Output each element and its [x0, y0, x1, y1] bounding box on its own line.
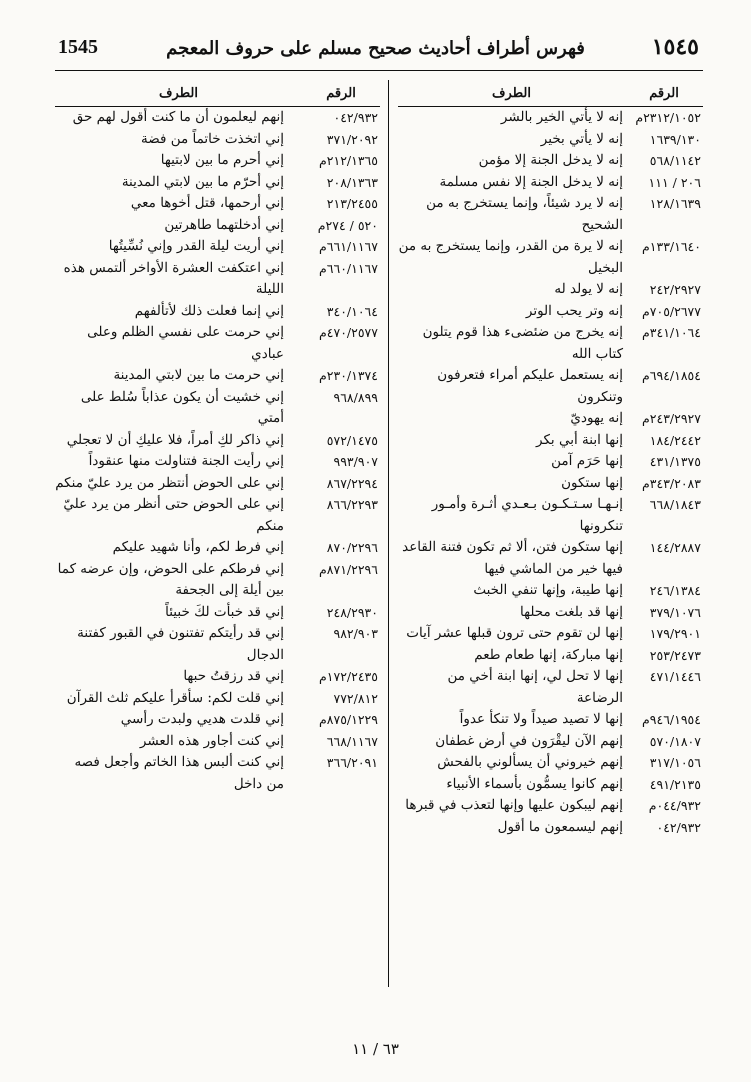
page-number-latin: 1545 — [58, 36, 98, 58]
entry-number: ٢٣٠/١٣٧٤م — [319, 368, 378, 383]
entry-text: إنه يهوديّ — [570, 410, 623, 426]
entry-number: ٠٤٤/٩٣٢م — [648, 798, 701, 813]
entry-number: ١٧٢/٢٤٣٥م — [319, 669, 378, 684]
entry-text: إني إنما فعلت ذلك لأتألفهم — [134, 302, 284, 319]
entry-number: ٤٣١/١٣٧٥ — [649, 454, 701, 469]
column-divider — [388, 80, 389, 987]
index-entry — [55, 387, 380, 430]
index-entry — [55, 193, 380, 215]
page-header — [0, 30, 751, 70]
index-entry — [55, 451, 380, 473]
entry-number: ٤٩١/٢١٣٥ — [649, 776, 701, 792]
entry-text: إني أريت ليلة القدر وإني نُسِّيتُها — [108, 238, 284, 254]
entry-number: ٥٧٢/١٤٧٥ — [326, 432, 378, 448]
entry-number: ٦٦٨/١١٦٧ — [326, 733, 378, 749]
column-header — [398, 80, 703, 107]
page-number-arabic: ١٥٤٥ — [651, 34, 699, 60]
index-entry — [55, 709, 380, 731]
entry-number: ٨٧٥/١٢٢٩م — [319, 712, 378, 727]
index-entry — [55, 301, 380, 323]
entry-number: ٨٦٦/٢٢٩٣ — [326, 497, 378, 512]
entry-text: إنهم ليبكون عليها وإنها لتعذب في قبرها — [405, 797, 623, 813]
index-entry — [398, 129, 703, 151]
entry-number: ٨٦٧/٢٢٩٤ — [326, 475, 378, 491]
entry-number: ٦٦٠/١١٦٧م — [319, 260, 378, 276]
entry-number: ٥٧٠/١٨٠٧ — [649, 733, 701, 749]
entry-text: إنها لا تصيد صيداً ولا تنكأ عدواً — [459, 711, 623, 727]
entry-text: إني رأيت الجنة فتناولت منها عنقوداً — [88, 453, 284, 469]
entry-number: ٢٤٦/١٣٨٤ — [649, 583, 701, 598]
left-column — [55, 80, 380, 795]
entry-text: إني أدخلتهما طاهرتين — [164, 216, 284, 233]
entry-text: إنـهـا سـتـكـون بـعـدي أثـرة وأمـور تنكرونها — [431, 496, 623, 534]
entry-number: ٢١٣/٢٤٥٥ — [326, 196, 378, 211]
entry-number: ٤٧١/١٤٤٦ — [649, 669, 701, 684]
index-entry — [55, 236, 380, 258]
index-entry — [398, 107, 703, 129]
index-entry — [398, 494, 703, 537]
entry-number: ١٣٣/١٦٤٠م — [642, 239, 701, 254]
index-entry — [55, 537, 380, 559]
num-header: الرقم — [649, 85, 679, 101]
index-entry — [398, 473, 703, 495]
entry-number: ٧٠٥/٢٦٧٧م — [642, 303, 701, 319]
entry-number: ٢٣١٢/١٠٥٢م — [635, 110, 701, 125]
entry-text: إني قد خبأت لكَ خبيئاً — [165, 603, 284, 620]
entry-number: ٣٦٦/٢٠٩١ — [326, 755, 378, 770]
index-entry — [398, 709, 703, 731]
entry-text: إنه لا يولد له — [554, 281, 623, 297]
entry-text: إني قد رزقتُ حبها — [183, 668, 284, 684]
index-entry — [55, 731, 380, 753]
entry-text: إنه وتر يحب الوتر — [525, 302, 623, 319]
entry-text: إنه لا يأتي الخير بالشر — [500, 109, 623, 125]
index-entry — [55, 322, 380, 365]
entry-text: إنها لن تقوم حتى ترون قبلها عشر آيات — [406, 625, 623, 641]
index-entry — [398, 150, 703, 172]
entry-number: ٠٤٢/٩٣٢ — [333, 110, 378, 125]
index-entry — [398, 451, 703, 473]
entry-text: إنها ستكون فتن، ألا ثم تكون فتنة القاعد فيها خير من الماشي فيها — [402, 539, 623, 577]
entry-number: ١٤٤/٢٨٨٧ — [649, 540, 701, 555]
entry-text: إني قلدت هديي ولبدت رأسي — [120, 711, 284, 727]
entry-number: ٩٦٨/٨٩٩ — [333, 389, 378, 405]
entry-text: إني فرط لكم، وأنا شهيد عليكم — [112, 539, 284, 555]
entry-text: إني قلت لكم: سأقرأ عليكم ثلث القرآن — [66, 689, 284, 706]
entry-text: إني حرمت ما بين لابتي المدينة — [113, 367, 284, 383]
entry-text: إنهم ليعلمون أن ما كنت أقول لهم حق — [72, 109, 284, 125]
index-entry — [398, 580, 703, 602]
left-entry-list — [55, 107, 380, 795]
entry-number: ١٢٨/١٦٣٩ — [649, 196, 701, 211]
entry-number: ٢٤٣/٢٩٢٧م — [642, 411, 701, 426]
entry-text: إني على الحوض أنتظر من يرد عليّ منكم — [55, 474, 284, 491]
entry-text: إني اعتكفت العشرة الأواخر ألتمس هذه الليلة — [63, 259, 284, 297]
index-entry — [398, 774, 703, 796]
entry-text: إنه لا يدخل الجنة إلا نفس مسلمة — [439, 173, 623, 190]
index-entry — [398, 301, 703, 323]
header-rule — [55, 70, 703, 71]
entry-number: ٣٤٠/١٠٦٤ — [326, 303, 378, 319]
entry-number: ٢٠٦ / ١١١ — [648, 174, 701, 190]
entry-number: ٣٧٩/١٠٧٦ — [649, 604, 701, 620]
entry-number: ٠٤٢/٩٣٢ — [656, 819, 701, 835]
index-entry — [55, 602, 380, 624]
entry-number: ٩٤٦/١٩٥٤م — [642, 712, 701, 727]
entry-text: إني اتخذت خاتماً من فضة — [141, 130, 284, 147]
entry-text: إني ذاكر لكِ أمراً، فلا عليكِ أن لا تعجلي — [66, 431, 284, 448]
entry-text: إني كنت أجاور هذه العشر — [139, 732, 284, 749]
entry-text: إني على الحوض حتى أنظر من يرد عليّ منكم — [63, 496, 284, 534]
entry-text: إنه لا يدخل الجنة إلا مؤمن — [478, 152, 623, 168]
entry-text: إني قد رأيتكم تفتنون في القبور كفتنة الدجال — [77, 625, 284, 663]
entry-text: إنهم خيروني أن يسألوني بالفحش — [437, 754, 623, 770]
entry-number: ٧٧٢/٨١٢ — [333, 690, 378, 706]
index-entry — [398, 645, 703, 667]
entry-text: إنها ابنة أبي بكر — [536, 431, 623, 448]
entry-text: إنهم ليسمعون ما أقول — [497, 818, 623, 835]
entry-text: إني أحرم ما بين لابتيها — [160, 152, 284, 168]
entry-number: ٢١٢/١٣٦٥م — [319, 153, 378, 168]
index-entry — [55, 150, 380, 172]
index-entry — [398, 236, 703, 279]
entry-number: ٦٩٤/١٨٥٤م — [642, 368, 701, 383]
right-entry-list — [398, 107, 703, 838]
index-entry — [398, 537, 703, 580]
entry-text: إنه لا يرد شيئاً، وإنما يستخرج به من الشحيح — [426, 195, 623, 233]
index-entry — [55, 752, 380, 795]
entry-text: إنهم الآن ليقْرَون في أرض غطفان — [435, 732, 623, 749]
entry-number: ١٨٤/٢٤٤٢ — [649, 432, 701, 448]
index-entry — [398, 322, 703, 365]
index-entry — [398, 623, 703, 645]
entry-number: ٩٩٣/٩٠٧ — [333, 454, 378, 469]
page-signature: ٦٣ / ١١ — [352, 1040, 399, 1058]
entry-text: إني حرمت على نفسي الظلم وعلى عبادي — [87, 324, 284, 362]
index-entry — [398, 430, 703, 452]
entry-text: إني فرطكم على الحوض، وإن عرضه كما بين أيلة إلى الجحفة — [57, 560, 284, 598]
entry-number: ٥٢٠ / ٢٧٤م — [317, 217, 378, 233]
entry-number: ٦٦٨/١٨٤٣ — [649, 497, 701, 512]
entry-text: إنه لا يرة من القدر، وإنما يستخرج به من البخيل — [398, 238, 623, 276]
index-entry — [55, 430, 380, 452]
text-header: الطرف — [492, 85, 531, 101]
entry-number: ٢٠٨/١٣٦٣ — [326, 174, 378, 190]
entry-text: إنها مباركة، إنها طعام طعم — [474, 646, 623, 663]
right-column — [398, 80, 703, 838]
entry-text: إني أرحمها، قتل أخوها معي — [130, 195, 284, 211]
entry-number: ١٧٩/٢٩٠١ — [649, 626, 701, 641]
page-title: فهرس أطراف أحاديث صحيح مسلم على حروف المعجم — [166, 38, 585, 59]
entry-text: إنها قد بلغت محلها — [519, 603, 623, 620]
entry-text: إنها ستكون — [561, 474, 623, 491]
entry-number: ٣١٧/١٠٥٦ — [649, 755, 701, 770]
entry-number: ٥٦٨/١١٤٢ — [649, 153, 701, 168]
index-entry — [55, 172, 380, 194]
text-header: الطرف — [159, 85, 198, 101]
index-entry — [55, 107, 380, 129]
entry-text: إنها طيبة، وإنها تنفي الخبث — [473, 582, 623, 598]
index-entry — [55, 623, 380, 666]
entry-number: ٨٧١/٢٢٩٦م — [319, 561, 378, 577]
entry-number: ٤٧٠/٢٥٧٧م — [319, 325, 378, 340]
index-entry — [55, 129, 380, 151]
column-header — [55, 80, 380, 107]
entry-text: إنها حَرَم آمن — [551, 453, 623, 469]
index-entry — [398, 795, 703, 817]
index-entry — [398, 408, 703, 430]
index-entry — [55, 688, 380, 710]
entry-number: ١٦٣٩/١٣٠ — [649, 131, 701, 147]
entry-number: ٢٤٨/٢٩٣٠ — [326, 604, 378, 620]
index-entry — [55, 666, 380, 688]
index-entry — [55, 258, 380, 301]
index-entry — [398, 666, 703, 709]
entry-text: إنها لا تحل لي، إنها ابنة أخي من الرضاعة — [447, 668, 623, 706]
entry-number: ٢٤٢/٢٩٢٧ — [649, 282, 701, 297]
entry-text: إني كنت ألبس هذا الخاتم وأجعل فصه من داخل — [74, 754, 284, 792]
entry-text: إنه يستعمل عليكم أمراء فتعرفون وتنكرون — [437, 367, 623, 405]
entry-number: ٣٤١/١٠٦٤م — [642, 325, 701, 340]
entry-number: ٢٥٣/٢٤٧٣ — [649, 647, 701, 663]
entry-number: ٩٨٢/٩٠٣ — [333, 626, 378, 641]
index-entry — [398, 193, 703, 236]
num-header: الرقم — [326, 85, 356, 101]
entry-text: إنه يخرج من ضئضىء هذا قوم يتلون كتاب الله — [422, 324, 623, 362]
index-entry — [55, 365, 380, 387]
index-entry — [55, 215, 380, 237]
entry-text: إني أحرّم ما بين لابتي المدينة — [121, 173, 284, 190]
index-entry — [398, 752, 703, 774]
index-entry — [398, 172, 703, 194]
index-entry — [398, 279, 703, 301]
entry-number: ٣٤٣/٢٠٨٣م — [642, 475, 701, 491]
index-entry — [398, 602, 703, 624]
index-entry — [398, 731, 703, 753]
index-entry — [398, 817, 703, 839]
entry-text: إنه لا يأتي بخير — [540, 130, 623, 147]
index-entry — [55, 494, 380, 537]
entry-number: ٣٧١/٢٠٩٢ — [326, 131, 378, 147]
entry-number: ٨٧٠/٢٢٩٦ — [326, 540, 378, 555]
entry-text: إنهم كانوا يسمُّون بأسماء الأنبياء — [446, 775, 623, 792]
entry-text: إني خشيت أن يكون عذاباً سُلط على أمتي — [80, 388, 284, 426]
entry-number: ٦٦١/١١٦٧م — [319, 239, 378, 254]
index-entry — [55, 473, 380, 495]
index-entry — [398, 365, 703, 408]
index-entry — [55, 559, 380, 602]
